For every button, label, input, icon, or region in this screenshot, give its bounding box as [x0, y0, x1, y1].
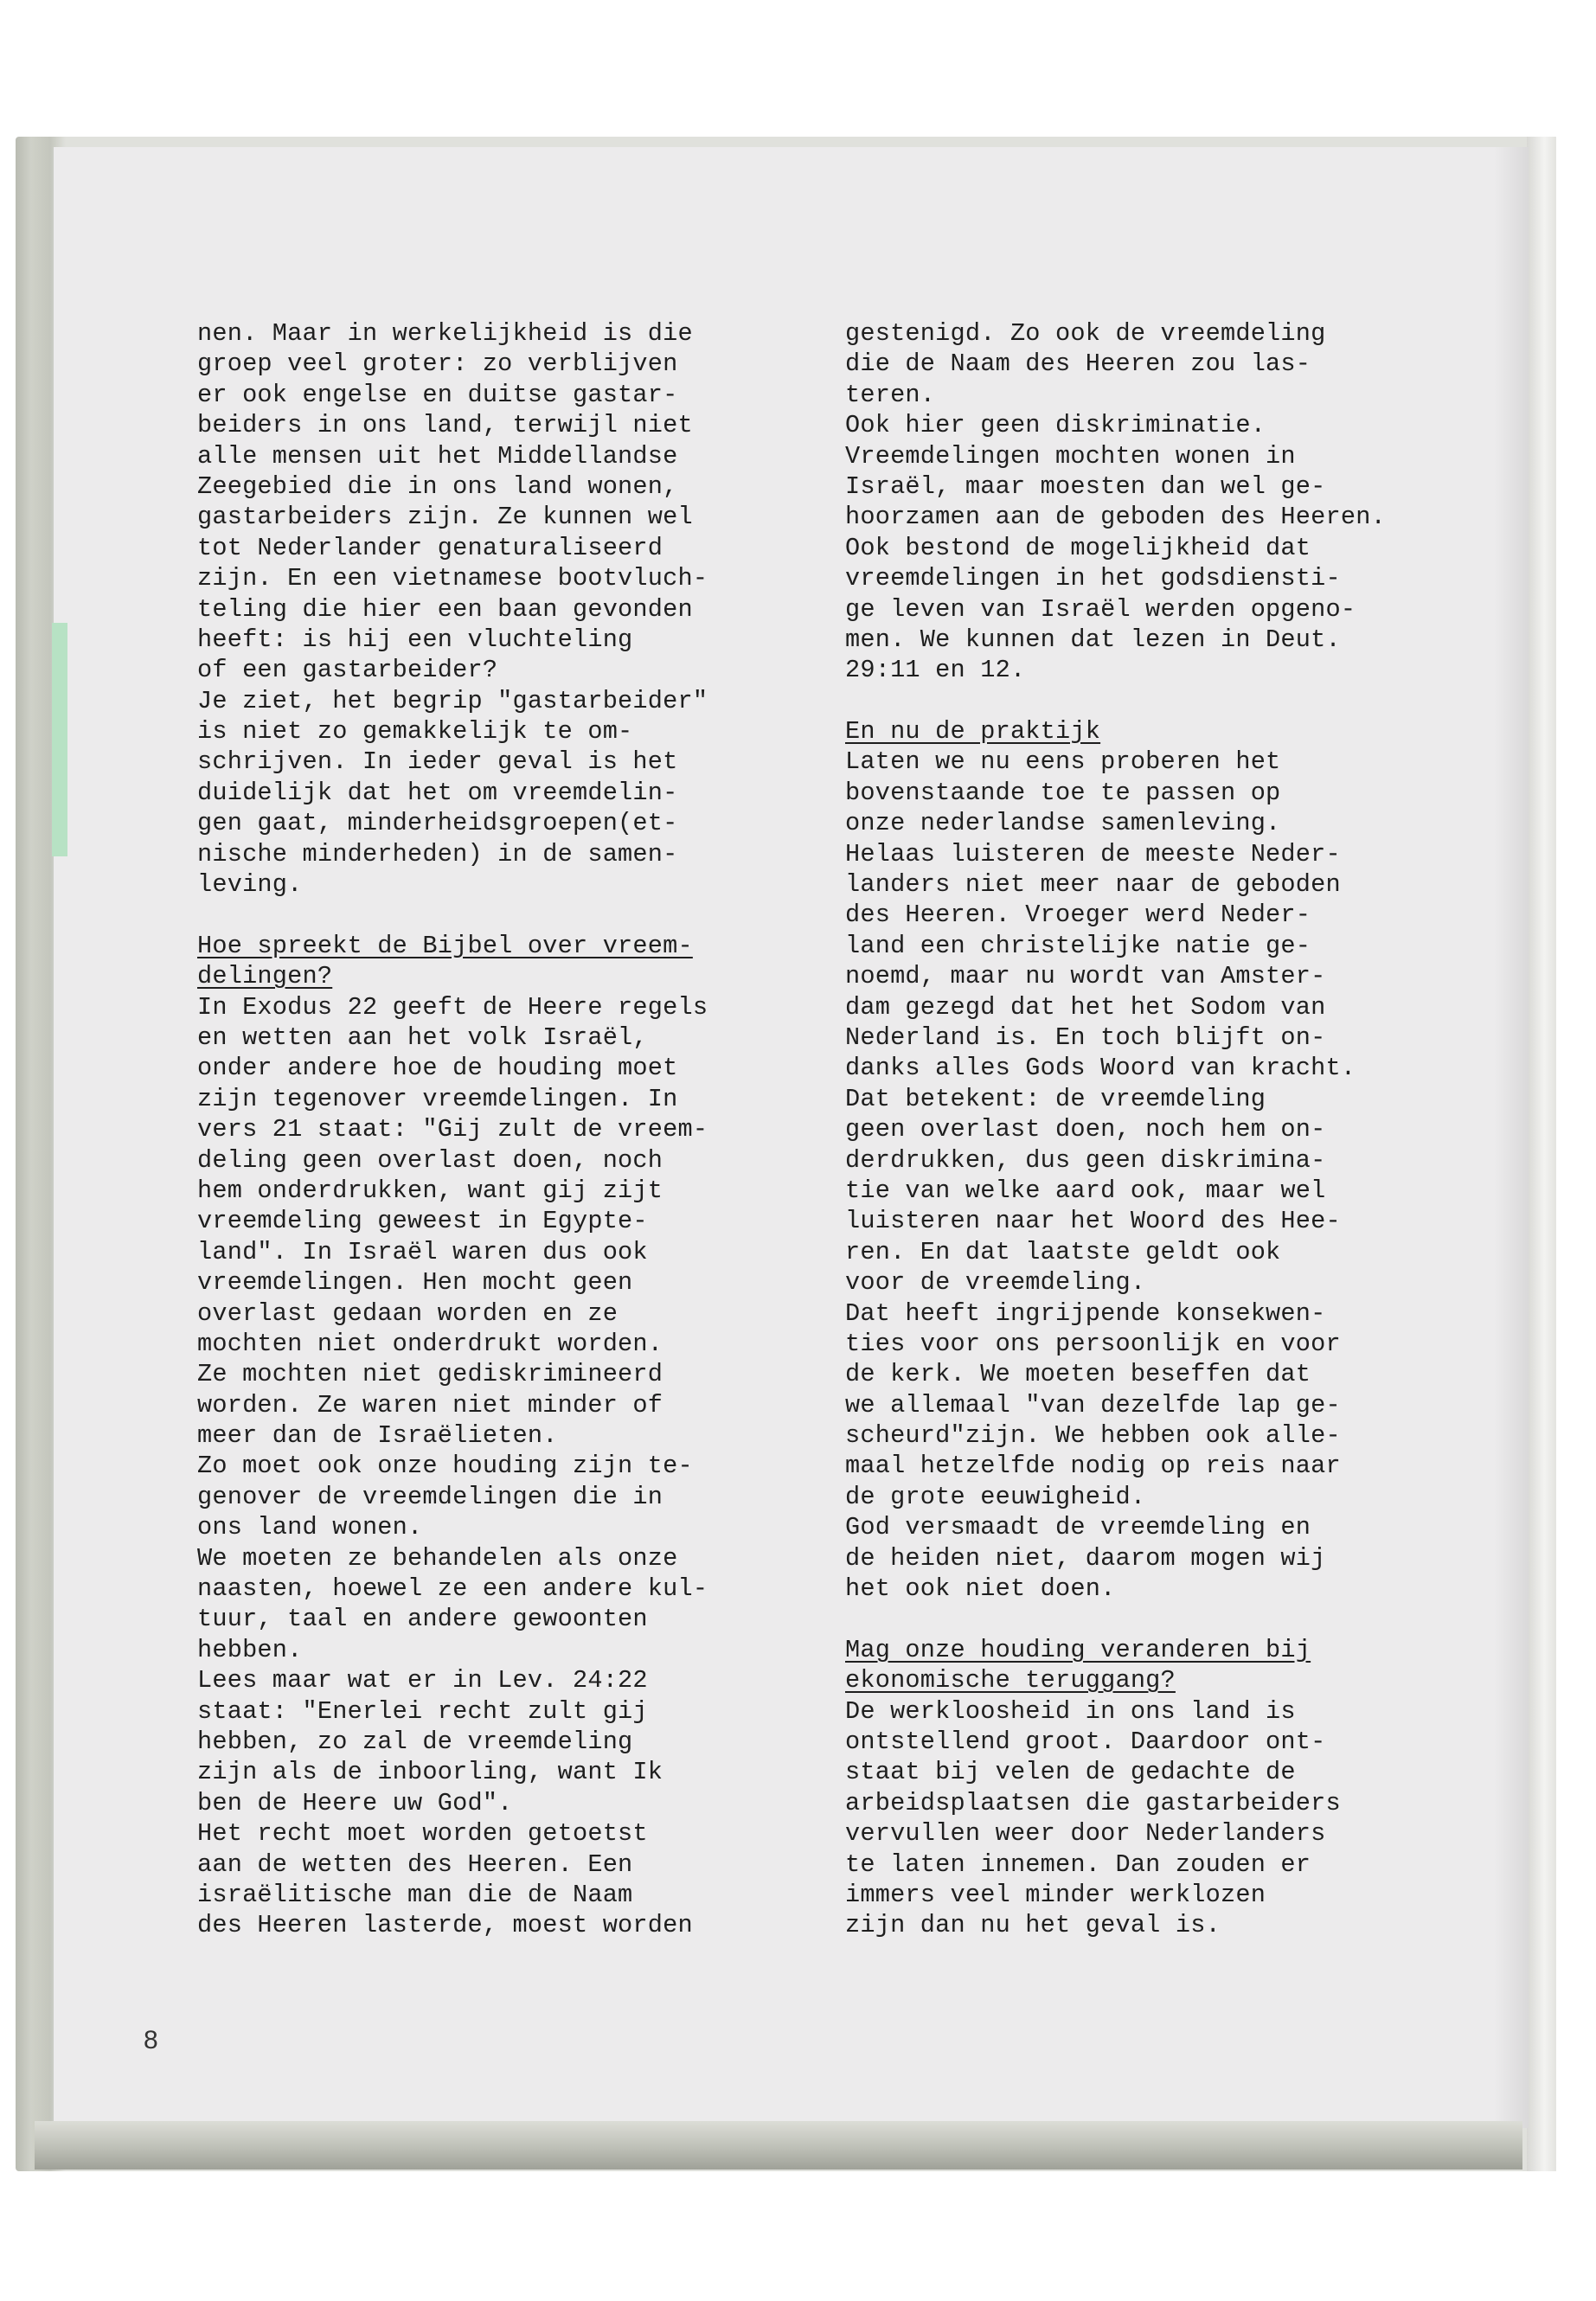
- text-line: aan de wetten des Heeren. Een: [197, 1849, 633, 1879]
- text-line: en wetten aan het volk Israël,: [197, 1022, 648, 1052]
- text-line: gestenigd. Zo ook de vreemdeling: [845, 319, 1326, 348]
- text-line: vreemdelingen in het godsdiensti-: [845, 564, 1341, 593]
- text-line: hebben.: [197, 1635, 303, 1664]
- text-line: groep veel groter: zo verblijven: [197, 349, 678, 379]
- text-line: maal hetzelfde nodig op reis naar: [845, 1452, 1341, 1481]
- text-line: genover de vreemdelingen die in: [197, 1482, 663, 1511]
- text-line: land". In Israël waren dus ook: [197, 1237, 648, 1266]
- text-line: landers niet meer naar de geboden: [845, 870, 1341, 900]
- text-line: leving.: [197, 870, 303, 900]
- text-line: In Exodus 22 geeft de Heere regels: [197, 992, 708, 1022]
- paragraph-gap: [197, 900, 820, 930]
- text-line: mochten niet onderdrukt worden.: [197, 1329, 663, 1358]
- text-line: De werkloosheid in ons land is: [845, 1696, 1296, 1726]
- text-line: Ze mochten niet gediskrimineerd: [197, 1360, 663, 1389]
- text-line: er ook engelse en duitse gastar-: [197, 380, 678, 409]
- text-line: nen. Maar in werkelijkheid is die: [197, 319, 693, 348]
- text-line: heeft: is hij een vluchteling: [197, 625, 633, 654]
- text-line: Dat heeft ingrijpende konsekwen-: [845, 1298, 1326, 1328]
- text-line: onder andere hoe de houding moet: [197, 1054, 678, 1083]
- paragraph-gap: [845, 1604, 1468, 1634]
- text-line: zijn. En een vietnamese bootvluch-: [197, 564, 708, 593]
- text-line: Vreemdelingen mochten wonen in: [845, 441, 1296, 471]
- cover-bottom-edge: [35, 2121, 1522, 2170]
- text-line: ge leven van Israël werden opgeno-: [845, 594, 1356, 624]
- left-text-column: [197, 318, 820, 1941]
- text-line: staat: "Enerlei recht zult gij: [197, 1696, 648, 1726]
- text-line: voor de vreemdeling.: [845, 1268, 1146, 1298]
- text-line: tot Nederlander genaturaliseerd: [197, 533, 663, 562]
- text-line: zijn tegenover vreemdelingen. In: [197, 1084, 678, 1113]
- text-line: Israël, maar moesten dan wel ge-: [845, 471, 1326, 501]
- text-line: geen overlast doen, noch hem on-: [845, 1115, 1326, 1144]
- text-line: God versmaadt de vreemdeling en: [845, 1513, 1311, 1542]
- text-line: Lees maar wat er in Lev. 24:22: [197, 1666, 648, 1695]
- page-shadow: [1494, 147, 1529, 2128]
- paragraph-gap: [845, 686, 1468, 716]
- text-line: arbeidsplaatsen die gastarbeiders: [845, 1788, 1341, 1817]
- text-line: Je ziet, het begrip "gastarbeider": [197, 686, 708, 715]
- text-line: ons land wonen.: [197, 1513, 423, 1542]
- text-line: vreemdeling geweest in Egypte-: [197, 1207, 648, 1236]
- text-line: ren. En dat laatste geldt ook: [845, 1237, 1281, 1266]
- text-line: nische minderheden) in de samen-: [197, 839, 678, 868]
- text-line: worden. Ze waren niet minder of: [197, 1390, 663, 1420]
- text-line: alle mensen uit het Middellandse: [197, 441, 678, 471]
- text-line: 29:11 en 12.: [845, 656, 1026, 685]
- text-line: tie van welke aard ook, maar wel: [845, 1176, 1326, 1205]
- text-line: noemd, maar nu wordt van Amster-: [845, 962, 1326, 991]
- text-line: Ook bestond de mogelijkheid dat: [845, 533, 1311, 562]
- text-line: danks alles Gods Woord van kracht.: [845, 1054, 1356, 1083]
- text-line: deling geen overlast doen, noch: [197, 1145, 663, 1175]
- text-line: overlast gedaan worden en ze: [197, 1298, 619, 1328]
- text-line: Het recht moet worden getoetst: [197, 1819, 648, 1849]
- text-line: des Heeren lasterde, moest worden: [197, 1911, 693, 1940]
- text-line: men. We kunnen dat lezen in Deut.: [845, 625, 1341, 654]
- text-line: naasten, hoewel ze een andere kul-: [197, 1574, 708, 1604]
- text-line: gastarbeiders zijn. Ze kunnen wel: [197, 503, 693, 532]
- text-line: meer dan de Israëlieten.: [197, 1421, 558, 1451]
- text-line: israëlitische man die de Naam: [197, 1880, 633, 1909]
- text-line: beiders in ons land, terwijl niet: [197, 411, 693, 440]
- text-line: scheurd"zijn. We hebben ook alle-: [845, 1421, 1341, 1451]
- text-line: des Heeren. Vroeger werd Neder-: [845, 901, 1311, 930]
- text-line: derdrukken, dus geen diskrimina-: [845, 1145, 1326, 1175]
- text-line: tuur, taal en andere gewoonten: [197, 1605, 648, 1634]
- text-line: Zo moet ook onze houding zijn te-: [197, 1452, 693, 1481]
- text-line: het ook niet doen.: [845, 1574, 1116, 1604]
- text-line: schrijven. In ieder geval is het: [197, 747, 678, 777]
- text-line: Ook hier geen diskriminatie.: [845, 411, 1266, 440]
- text-line: vers 21 staat: "Gij zult de vreem-: [197, 1115, 708, 1144]
- section-heading-line: En nu de praktijk: [845, 717, 1101, 747]
- text-line: is niet zo gemakkelijk te om-: [197, 717, 633, 747]
- text-line: de kerk. We moeten beseffen dat: [845, 1360, 1311, 1389]
- text-line: luisteren naar het Woord des Hee-: [845, 1207, 1341, 1236]
- text-line: zijn dan nu het geval is.: [845, 1911, 1221, 1940]
- text-line: ben de Heere uw God".: [197, 1788, 513, 1817]
- text-line: land een christelijke natie ge-: [845, 931, 1311, 960]
- text-line: Helaas luisteren de meeste Neder-: [845, 839, 1341, 868]
- text-line: ties voor ons persoonlijk en voor: [845, 1329, 1341, 1358]
- text-line: gen gaat, minderheidsgroepen(et-: [197, 809, 678, 838]
- right-text-column: [845, 318, 1468, 1941]
- text-line: Nederland is. En toch blijft on-: [845, 1022, 1326, 1052]
- text-line: hem onderdrukken, want gij zijt: [197, 1176, 663, 1205]
- text-line: vreemdelingen. Hen mocht geen: [197, 1268, 633, 1298]
- text-line: of een gastarbeider?: [197, 656, 498, 685]
- text-line: hebben, zo zal de vreemdeling: [197, 1727, 633, 1756]
- section-heading-line: Hoe spreekt de Bijbel over vreem-: [197, 931, 693, 960]
- page-number: 8: [144, 2026, 158, 2054]
- text-line: onze nederlandse samenleving.: [845, 809, 1281, 838]
- text-line: Laten we nu eens proberen het: [845, 747, 1281, 777]
- text-line: de heiden niet, daarom mogen wij: [845, 1543, 1326, 1573]
- text-line: zijn als de inboorling, want Ik: [197, 1758, 663, 1787]
- text-line: duidelijk dat het om vreemdelin-: [197, 778, 678, 807]
- text-line: We moeten ze behandelen als onze: [197, 1543, 678, 1573]
- text-line: de grote eeuwigheid.: [845, 1482, 1146, 1511]
- text-line: teren.: [845, 380, 936, 409]
- text-line: die de Naam des Heeren zou las-: [845, 349, 1311, 379]
- text-line: vervullen weer door Nederlanders: [845, 1819, 1326, 1849]
- section-heading-line: ekonomische teruggang?: [845, 1666, 1176, 1695]
- section-heading-line: Mag onze houding veranderen bij: [845, 1635, 1311, 1664]
- text-line: immers veel minder werklozen: [845, 1880, 1266, 1909]
- green-tab-marker: [52, 623, 67, 856]
- text-line: we allemaal "van dezelfde lap ge-: [845, 1390, 1341, 1420]
- text-line: dam gezegd dat het het Sodom van: [845, 992, 1326, 1022]
- text-line: bovenstaande toe te passen op: [845, 778, 1281, 807]
- text-line: Dat betekent: de vreemdeling: [845, 1084, 1266, 1113]
- text-line: teling die hier een baan gevonden: [197, 594, 693, 624]
- page-edge: [1527, 137, 1556, 2171]
- text-line: te laten innemen. Dan zouden er: [845, 1849, 1311, 1879]
- text-line: ontstellend groot. Daardoor ont-: [845, 1727, 1326, 1756]
- text-line: staat bij velen de gedachte de: [845, 1758, 1296, 1787]
- section-heading-line: delingen?: [197, 962, 333, 991]
- text-line: Zeegebied die in ons land wonen,: [197, 471, 678, 501]
- text-line: hoorzamen aan de geboden des Heeren.: [845, 503, 1386, 532]
